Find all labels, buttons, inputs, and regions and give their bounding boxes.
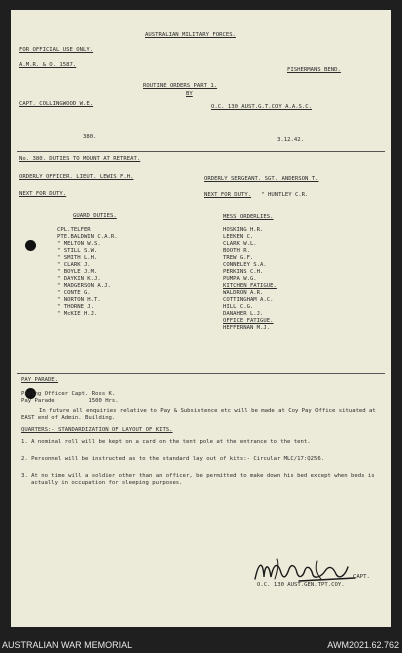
list-item: " McKIE H.J. bbox=[57, 311, 98, 317]
list-item: HILL C.G. bbox=[223, 304, 254, 310]
order-number: 380. bbox=[83, 134, 97, 140]
list-item: PERKINS C.H. bbox=[223, 269, 264, 275]
pay-parade-time: Pay Parade 1500 Hrs. bbox=[21, 398, 119, 404]
amr-ref: A.M.R. & O. 1587. bbox=[19, 62, 77, 68]
guard-duties-heading: GUARD DUTIES. bbox=[73, 213, 117, 219]
orders-title: ROUTINE ORDERS PART 1. bbox=[143, 83, 218, 89]
divider bbox=[17, 373, 385, 374]
paying-officer: Paying Officer Capt. Ross K. bbox=[21, 391, 116, 397]
kitchen-fatigue-heading: KITCHEN FATIGUE. bbox=[223, 283, 277, 289]
list-item: " THORNE J. bbox=[57, 304, 95, 310]
list-item: WALDRON A.R. bbox=[223, 290, 264, 296]
list-item: " CLARK J. bbox=[57, 262, 91, 268]
list-item: " NORTON H.T. bbox=[57, 297, 101, 303]
list-item: HEFFERNAN M.J. bbox=[223, 325, 271, 331]
list-item: " CONTE G. bbox=[57, 290, 91, 296]
list-item: CPL.TELFER bbox=[57, 227, 91, 233]
next-for-duty-left: NEXT FOR DUTY. bbox=[19, 191, 67, 197]
list-item: COTTINGHAM A.C. bbox=[223, 297, 274, 303]
quarters-item: 1. A nominal roll will be kept on a card on the tent pole at the entrance to the tent. bbox=[21, 439, 311, 445]
list-item: CONNELEY S.A. bbox=[223, 262, 267, 268]
list-item: HOSKING H.R. bbox=[223, 227, 264, 233]
guard-list bbox=[57, 227, 118, 318]
orderly-sergeant: ORDERLY SERGEANT. SGT. ANDERSON T. bbox=[204, 176, 319, 182]
pay-parade-heading: PAY PARADE. bbox=[21, 377, 59, 383]
office-fatigue-heading: OFFICE FATIGUE. bbox=[223, 318, 274, 324]
quarters-item: 3. At no time will a soldier other than an officer, be permitted to make down his bed except when beds is actually in occupation for sleeping purposes. bbox=[21, 473, 375, 486]
list-item: " BOYLE J.M. bbox=[57, 269, 98, 275]
list-item: TREW G.F. bbox=[223, 255, 254, 261]
list-item: " SMITH L.H. bbox=[57, 255, 98, 261]
archive-source: AUSTRALIAN WAR MEMORIAL bbox=[2, 640, 133, 650]
punch-hole bbox=[25, 240, 36, 251]
official-use: FOR OFFICIAL USE ONLY. bbox=[19, 47, 94, 53]
commanding-officer: CAPT. COLLINGWOOD W.E. bbox=[19, 101, 94, 107]
quarters-item: 2. Personnel will be instructed as to the standard lay out of kits:- Circular MLC/17:Q256. bbox=[21, 456, 325, 462]
list-item: CLARK W.L. bbox=[223, 241, 257, 247]
mess-orderlies-heading: MESS ORDERLIES. bbox=[223, 214, 274, 220]
archive-footer bbox=[0, 627, 402, 653]
list-item: BOOTH R. bbox=[223, 248, 250, 254]
list-item: PTE.BALDWIN C.A.R. bbox=[57, 234, 118, 240]
unit-name: O.C. 130 AUST.G.T.COY A.A.S.C. bbox=[211, 104, 313, 110]
list-item: " MADGERSON A.J. bbox=[57, 283, 111, 289]
list-item: LEEKEN C. bbox=[223, 234, 254, 240]
org-heading: AUSTRALIAN MILITARY FORCES. bbox=[145, 32, 236, 38]
duties-heading: No. 380. DUTIES TO MOUNT AT RETREAT. bbox=[19, 156, 141, 162]
next-for-duty-right: NEXT FOR DUTY. " HUNTLEY C.R. bbox=[204, 192, 309, 198]
location: FISHERMANS BEND. bbox=[287, 67, 341, 73]
signature-rank: CAPT. bbox=[353, 574, 370, 580]
list-item: " DAYKIN K.J. bbox=[57, 276, 101, 282]
pay-note: In future all enquiries relative to Pay & Subsistence etc will be made at Coy Pay Office situated at EAST end of Admin. Building. bbox=[21, 408, 376, 421]
order-date: 3.12.42. bbox=[277, 137, 304, 143]
archive-id: AWM2021.62.762 bbox=[327, 640, 399, 650]
list-item: DANAHER L.J. bbox=[223, 311, 264, 317]
mess-list bbox=[223, 227, 277, 332]
list-item: PUMPA W.G. bbox=[223, 276, 257, 282]
quarters-heading: QUARTERS:- STANDARDIZATION OF LAYOUT OF KITS. bbox=[21, 427, 173, 433]
orderly-officer: ORDERLY OFFICER. LIEUT. LEWIS F.H. bbox=[19, 174, 134, 180]
orders-by: BY bbox=[186, 91, 193, 97]
divider bbox=[17, 151, 385, 152]
signature-unit: O.C. 130 AUST.GEN.TPT.COY. bbox=[257, 582, 345, 588]
document-page bbox=[11, 10, 391, 627]
list-item: " STILL S.W. bbox=[57, 248, 98, 254]
list-item: " MELTON W.S. bbox=[57, 241, 101, 247]
